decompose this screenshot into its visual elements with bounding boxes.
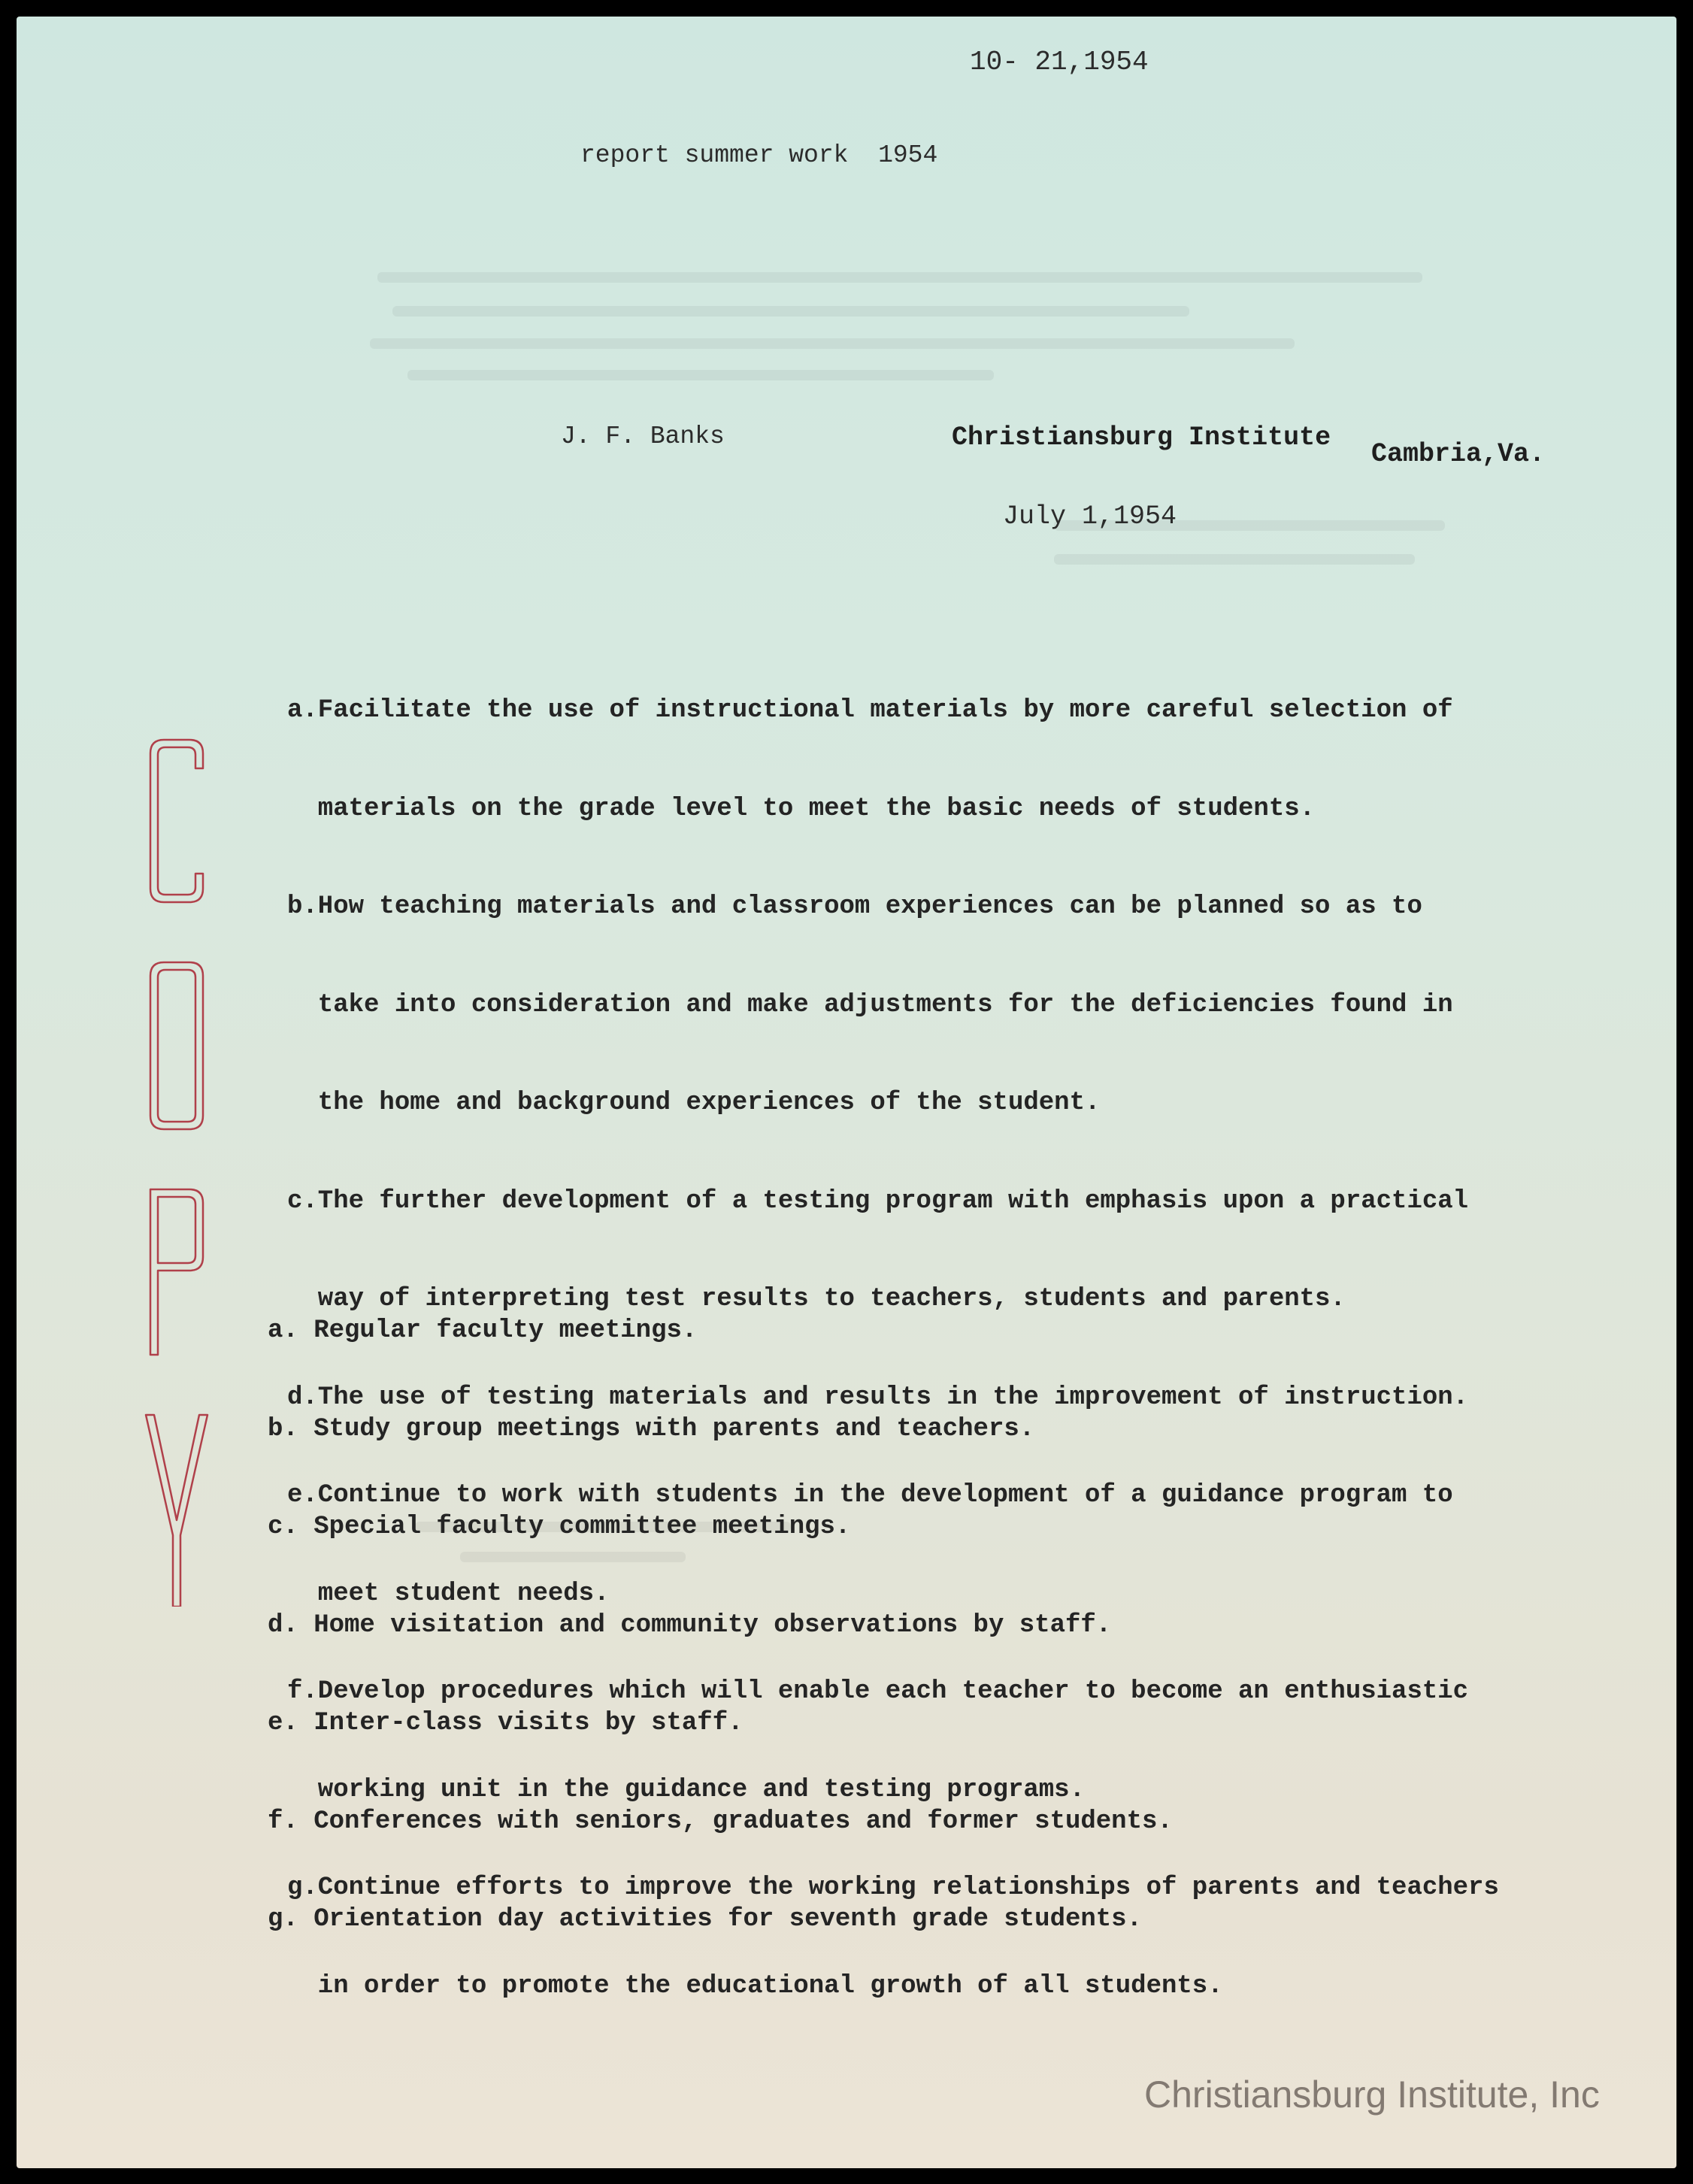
goal-line: in order to promote the educational growth of all students. <box>287 1971 1223 2001</box>
location: Cambria,Va. <box>1371 439 1546 469</box>
activity-item: d. Home visitation and community observations by staff. <box>268 1610 1112 1640</box>
goal-line: take into consideration and make adjustments for the deficiencies found in <box>287 990 1453 1019</box>
goal-line: d.The use of testing materials and results in the improvement of instruction. <box>287 1383 1469 1412</box>
bleed-through-mark <box>392 306 1189 317</box>
activity-item: a. Regular faculty meetings. <box>268 1316 698 1345</box>
goal-line: the home and background experiences of the student. <box>287 1089 1101 1117</box>
date-header: 10- 21,1954 <box>970 47 1149 77</box>
goal-line: g.Continue efforts to improve the working relationships of parents and teachers <box>287 1874 1499 1902</box>
activity-item: e. Inter-class visits by staff. <box>268 1709 744 1737</box>
goal-line: meet student needs. <box>287 1579 610 1608</box>
activity-item: c. Special faculty committee meetings. <box>268 1513 851 1541</box>
goal-line: c.The further development of a testing program with emphasis upon a practical <box>287 1186 1469 1216</box>
goal-line: e.Continue to work with students in the development of a guidance program to <box>287 1481 1453 1510</box>
goal-line: a.Facilitate the use of instructional materials by more careful selection of <box>287 696 1453 725</box>
activity-item: b. Study group meetings with parents and teachers. <box>268 1414 1035 1443</box>
bleed-through-mark <box>1054 554 1415 565</box>
goal-line: way of interpreting test results to teachers, students and parents. <box>287 1285 1346 1313</box>
activity-item: g. Orientation day activities for seventh grade students. <box>268 1905 1142 1934</box>
document-page <box>17 17 1676 2168</box>
stamp-letter-y <box>146 1415 207 1607</box>
goal-line: f.Develop procedures which will enable each teacher to become an enthusiastic <box>287 1677 1469 1706</box>
bleed-through-mark <box>407 370 994 380</box>
bleed-through-mark <box>370 338 1295 349</box>
report-title: report summer work 1954 <box>580 141 938 169</box>
stamp-letter-c <box>150 740 203 902</box>
activities-list <box>268 1250 1173 2002</box>
meeting-date: July 1,1954 <box>1003 501 1177 532</box>
copy-stamp <box>143 738 210 1607</box>
goal-line: working unit in the guidance and testing programs. <box>287 1775 1085 1804</box>
author-name: J. F. Banks <box>561 423 725 450</box>
archive-watermark: Christiansburg Institute, Inc <box>1144 2073 1600 2116</box>
institution-name: Christiansburg Institute <box>952 423 1331 453</box>
bleed-through-mark <box>377 272 1422 283</box>
activity-item: f. Conferences with seniors, graduates and former students. <box>268 1807 1173 1836</box>
goal-line: b.How teaching materials and classroom experiences can be planned so as to <box>287 892 1422 921</box>
goal-line: materials on the grade level to meet the basic needs of students. <box>287 794 1316 823</box>
